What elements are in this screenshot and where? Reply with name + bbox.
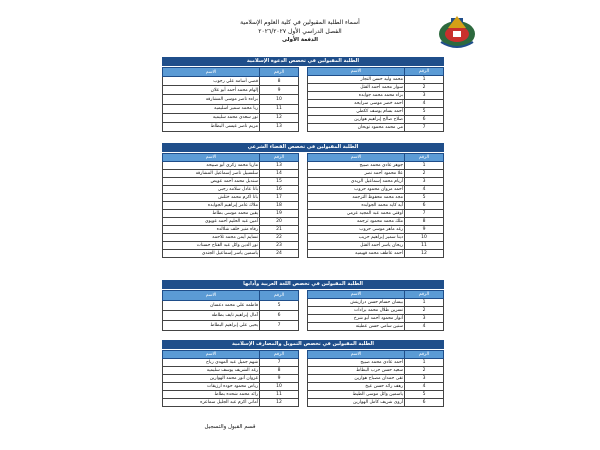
student-name: نسايم أيمن محمد تلاحمه xyxy=(163,234,260,242)
student-number: 11 xyxy=(260,391,299,399)
student-number: 1 xyxy=(405,162,444,170)
table-row xyxy=(163,321,299,331)
student-number: 2 xyxy=(405,307,444,315)
column-header-number: الرقم xyxy=(260,291,299,301)
table-header-row xyxy=(308,291,444,299)
table-header-row xyxy=(163,68,299,77)
table-row xyxy=(308,84,444,92)
student-name: أحمد مروان محمود حروب xyxy=(308,186,405,194)
column-header-name: الاسم xyxy=(308,68,405,76)
table-row xyxy=(163,122,299,131)
table-header-row xyxy=(308,351,444,359)
student-number: 20 xyxy=(260,218,299,226)
student-name: رغد ماهر موسى حروب xyxy=(308,226,405,234)
student-name: يقين محمد موسى بطاط xyxy=(163,210,260,218)
student-name: أوقتي محمد عبد المجيد عزمي xyxy=(308,210,405,218)
table-row xyxy=(163,104,299,113)
student-name: نسرين طلال محمد برادات xyxy=(308,307,405,315)
column-header-name: الاسم xyxy=(308,351,405,359)
student-name: علا محمود أحمد نصر xyxy=(308,170,405,178)
table-row xyxy=(163,194,299,202)
column-header-name: الاسم xyxy=(163,291,260,301)
table-row xyxy=(308,359,444,367)
table-row xyxy=(308,76,444,84)
section-columns xyxy=(162,153,444,258)
student-number: 10 xyxy=(260,383,299,391)
student-name: سوار محمد أحمد الفتل xyxy=(308,84,405,92)
student-name: رائد محمد شحده بطاط xyxy=(163,391,260,399)
student-number: 18 xyxy=(260,202,299,210)
student-name: أريام محمد إسماعيل الزيدي xyxy=(308,178,405,186)
student-number: 9 xyxy=(260,375,299,383)
student-name: رياض محمود حوده ارزيقات xyxy=(163,383,260,391)
student-number: 6 xyxy=(260,311,299,321)
column-header-number: الرقم xyxy=(260,351,299,359)
student-number: 9 xyxy=(405,226,444,234)
students-table-left xyxy=(162,350,299,407)
student-number: 3 xyxy=(405,375,444,383)
section-4 xyxy=(162,340,444,407)
student-name: مي محمد محمود نوبحان xyxy=(308,124,405,132)
student-name: محمد وليد حسن النجار xyxy=(308,76,405,84)
student-name: إلهام محمد أحمد أبو علان xyxy=(163,86,260,95)
student-number: 12 xyxy=(260,113,299,122)
student-name: بيسان حسام حسن درازينش xyxy=(308,299,405,307)
section-title: الطلبة المقبولين في تخصص اللغة العربية وآدابها xyxy=(162,280,444,289)
student-number: 19 xyxy=(260,210,299,218)
section-title: الطلبة المقبولين في تخصص القضاء الشرعي xyxy=(162,143,444,152)
student-name: سنين سامي حسن عطيته xyxy=(308,323,405,331)
table-row xyxy=(163,226,299,234)
table-row xyxy=(308,315,444,323)
table-row xyxy=(308,250,444,258)
student-name: أماني اكرم عبد الجليل سماعره xyxy=(163,399,260,407)
document-header xyxy=(150,10,450,60)
student-name: يحيى علي إبراهيم البطاط xyxy=(163,321,260,331)
student-number: 13 xyxy=(260,162,299,170)
table-row xyxy=(308,323,444,331)
student-number: 5 xyxy=(405,194,444,202)
column-header-number: الرقم xyxy=(405,351,444,359)
table-row xyxy=(308,116,444,124)
students-table-right xyxy=(307,153,444,258)
column-header-name: الاسم xyxy=(308,291,405,299)
student-number: 8 xyxy=(260,367,299,375)
table-row xyxy=(308,391,444,399)
student-name: براء محمد محمد جوابده xyxy=(308,92,405,100)
student-name: أروى شريف كامل الهوارين xyxy=(308,399,405,407)
student-number: 11 xyxy=(405,242,444,250)
student-name: رغد الشريف يوسف سليميه xyxy=(163,367,260,375)
student-number: 8 xyxy=(260,77,299,86)
student-name: سعيد حسن حرب البطاط xyxy=(308,367,405,375)
column-header-name: الاسم xyxy=(163,154,260,162)
student-number: 10 xyxy=(260,95,299,104)
table-row xyxy=(163,170,299,178)
table-row xyxy=(163,359,299,367)
student-number: 7 xyxy=(260,321,299,331)
student-number: 5 xyxy=(405,108,444,116)
student-number: 22 xyxy=(260,234,299,242)
student-name: جوهر عادي محمد صبيح xyxy=(308,162,405,170)
table-row xyxy=(308,234,444,242)
student-name: دينا سمير إبراهيم حريب xyxy=(308,234,405,242)
table-header-row xyxy=(308,68,444,76)
table-header-row xyxy=(308,154,444,162)
table-header-row xyxy=(163,351,299,359)
table-row xyxy=(163,391,299,399)
student-number: 15 xyxy=(260,178,299,186)
student-number: 1 xyxy=(405,299,444,307)
student-number: 3 xyxy=(405,315,444,323)
student-name: ماريا محمد زكري أبو صبيحه xyxy=(163,162,260,170)
table-row xyxy=(308,242,444,250)
student-name: شهم جميل عبد المهدي رباح xyxy=(163,359,260,367)
student-name: أمين عبد الحليم أحمد عويوي xyxy=(163,218,260,226)
table-row xyxy=(308,399,444,407)
students-table-left xyxy=(162,67,299,132)
semester-label: الفصل الدراسي الأول ٢٠٢٦/٢٠٢٧ xyxy=(258,28,342,35)
university-logo-icon xyxy=(436,12,478,52)
student-name: ملاك عامر إبراهيم الجوابده xyxy=(163,202,260,210)
table-row xyxy=(308,194,444,202)
student-number: 16 xyxy=(260,186,299,194)
section-1 xyxy=(162,57,444,132)
table-row xyxy=(308,124,444,132)
table-row xyxy=(308,186,444,194)
table-row xyxy=(308,218,444,226)
table-row xyxy=(308,210,444,218)
table-row xyxy=(163,186,299,194)
footer-signature: قسم القبول والتسجيل xyxy=(204,424,256,430)
student-name: سندبل محمد أحمد عويض xyxy=(163,178,260,186)
table-row xyxy=(308,307,444,315)
table-row xyxy=(308,162,444,170)
section-columns xyxy=(162,350,444,407)
student-name: ملك محمد محمود ترجمه xyxy=(308,218,405,226)
batch-label: الدفعة الأولى xyxy=(281,37,319,43)
table-row xyxy=(163,202,299,210)
student-number: 2 xyxy=(405,367,444,375)
student-name: بانا اكرم محمد ختلش xyxy=(163,194,260,202)
table-row xyxy=(163,162,299,170)
table-row xyxy=(308,100,444,108)
students-table-right xyxy=(307,290,444,331)
table-row xyxy=(163,77,299,86)
student-name: نور الدين وائل عبد الفتاح حسنات xyxy=(163,242,260,250)
student-number: 1 xyxy=(405,359,444,367)
table-row xyxy=(163,383,299,391)
student-name: أحمد بسام يوسف ككطي xyxy=(308,108,405,116)
table-row xyxy=(163,375,299,383)
student-name: فاطمه علي محمد دعسان xyxy=(163,301,260,311)
table-row xyxy=(163,301,299,311)
table-row xyxy=(163,95,299,104)
student-number: 1 xyxy=(405,76,444,84)
column-header-number: الرقم xyxy=(405,154,444,162)
student-name: آمال إبراهيم نايف بطاطه xyxy=(163,311,260,321)
student-name: رفاه منير خلف شلالده xyxy=(163,226,260,234)
table-row xyxy=(308,170,444,178)
table-row xyxy=(163,250,299,258)
table-row xyxy=(308,92,444,100)
table-header-row xyxy=(163,291,299,301)
column-header-number: الرقم xyxy=(260,154,299,162)
student-name: بانا عادل سلامه رجبي xyxy=(163,186,260,194)
student-name: ربا محمد سمير اسليميه xyxy=(163,104,260,113)
table-row xyxy=(308,202,444,210)
student-name: نور سعدي محمد سليميه xyxy=(163,113,260,122)
student-number: 6 xyxy=(405,399,444,407)
column-header-name: الاسم xyxy=(163,351,260,359)
student-number: 2 xyxy=(405,170,444,178)
student-number: 17 xyxy=(260,194,299,202)
student-name: رهف رائد حسن عيخ xyxy=(308,383,405,391)
student-name: قصي أسامه علي رجوب xyxy=(163,77,260,86)
student-name: تقى حمدان مصباح هوارين xyxy=(308,375,405,383)
student-name: مجد محمد محفوظ الترجمه xyxy=(308,194,405,202)
column-header-number: الرقم xyxy=(405,291,444,299)
document-title: أسماء الطلبة المقبولين في كلية العلوم الإسلامية xyxy=(240,19,360,26)
table-row xyxy=(163,113,299,122)
table-row xyxy=(163,178,299,186)
table-row xyxy=(163,367,299,375)
table-row xyxy=(163,218,299,226)
student-number: 7 xyxy=(260,359,299,367)
student-number: 3 xyxy=(405,92,444,100)
student-number: 24 xyxy=(260,250,299,258)
section-2 xyxy=(162,143,444,258)
section-3 xyxy=(162,280,444,331)
students-table-left xyxy=(162,153,299,258)
student-name: سلسبيل ناصر إسماعيل المشارقه xyxy=(163,170,260,178)
student-number: 8 xyxy=(405,218,444,226)
student-number: 2 xyxy=(405,84,444,92)
student-number: 9 xyxy=(260,86,299,95)
section-title: الطلبة المقبولين في تخصص التمويل والمصارف الإسلامية xyxy=(162,340,444,349)
student-number: 23 xyxy=(260,242,299,250)
student-number: 3 xyxy=(405,178,444,186)
column-header-name: الاسم xyxy=(163,68,260,77)
students-table-right xyxy=(307,67,444,132)
student-number: 5 xyxy=(405,391,444,399)
table-row xyxy=(308,178,444,186)
table-header-row xyxy=(163,154,299,162)
column-header-number: الرقم xyxy=(405,68,444,76)
section-columns xyxy=(162,290,444,331)
student-name: أنوار محمود أحمد أبو شرخ xyxy=(308,315,405,323)
student-number: 14 xyxy=(260,170,299,178)
student-number: 6 xyxy=(405,202,444,210)
table-row xyxy=(163,311,299,321)
students-table-left xyxy=(162,290,299,331)
student-number: 4 xyxy=(405,323,444,331)
students-table-right xyxy=(307,350,444,407)
student-name: ياسمين ياسر إسماعيل الجندي xyxy=(163,250,260,258)
column-header-name: الاسم xyxy=(308,154,405,162)
table-row xyxy=(308,108,444,116)
table-row xyxy=(308,367,444,375)
student-name: ريحان ياسر أحمد الفتل xyxy=(308,242,405,250)
student-number: 4 xyxy=(405,186,444,194)
table-row xyxy=(163,242,299,250)
table-row xyxy=(308,383,444,391)
table-row xyxy=(308,375,444,383)
table-row xyxy=(308,299,444,307)
student-name: براءه ناصر موسى المشارقه xyxy=(163,95,260,104)
table-row xyxy=(308,226,444,234)
student-number: 7 xyxy=(405,210,444,218)
student-number: 12 xyxy=(260,399,299,407)
student-name: أحمد خضر موسى سرايحه xyxy=(308,100,405,108)
student-number: 13 xyxy=(260,122,299,131)
student-name: أحمد عادي محمد صبيح xyxy=(308,359,405,367)
student-number: 21 xyxy=(260,226,299,234)
student-number: 5 xyxy=(260,301,299,311)
student-number: 11 xyxy=(260,104,299,113)
table-row xyxy=(163,210,299,218)
table-row xyxy=(163,399,299,407)
student-name: صلاح صالح إبراهيم هوارين xyxy=(308,116,405,124)
section-title: الطلبة المقبولين في تخصص الدعوة الإسلامية xyxy=(162,57,444,66)
student-number: 12 xyxy=(405,250,444,258)
student-name: غزوان أنور محمد الهوارين xyxy=(163,375,260,383)
student-name: أحمد عاطف محمد قهيميه xyxy=(308,250,405,258)
student-number: 10 xyxy=(405,234,444,242)
column-header-number: الرقم xyxy=(260,68,299,77)
student-name: ياسمين وائل موسى الطيط xyxy=(308,391,405,399)
student-name: آيه كايد محمد الجوابده xyxy=(308,202,405,210)
student-number: 4 xyxy=(405,383,444,391)
student-number: 4 xyxy=(405,100,444,108)
section-columns xyxy=(162,67,444,132)
table-row xyxy=(163,86,299,95)
student-number: 6 xyxy=(405,116,444,124)
student-name: مريم ناصر عيسى البطاط xyxy=(163,122,260,131)
student-number: 7 xyxy=(405,124,444,132)
table-row xyxy=(163,234,299,242)
